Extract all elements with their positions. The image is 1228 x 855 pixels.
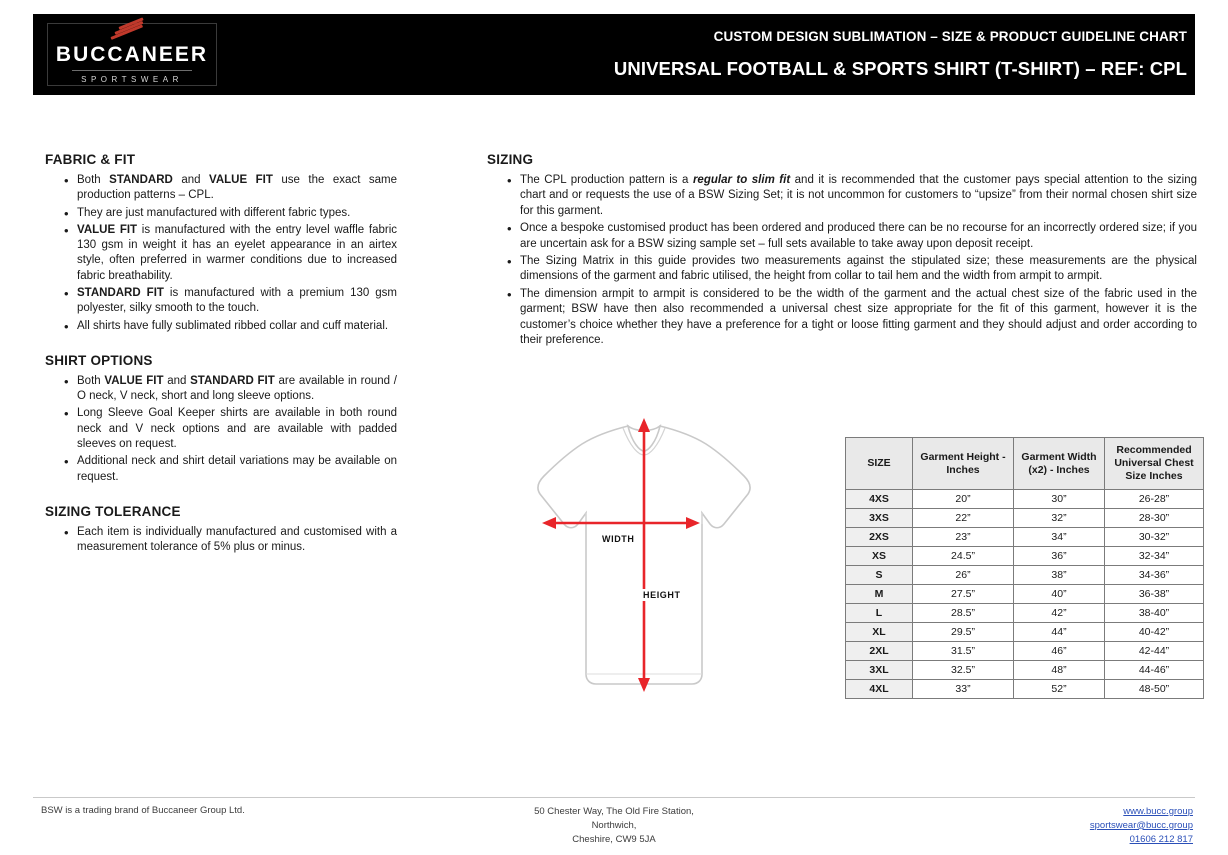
- cell-size: 3XL: [846, 661, 913, 680]
- cell-width: 38”: [1014, 566, 1105, 585]
- cell-chest: 44-46”: [1105, 661, 1204, 680]
- left-column: [45, 152, 397, 557]
- table-row: [846, 547, 1204, 566]
- page-header: [33, 14, 1195, 95]
- cell-size: 2XL: [846, 642, 913, 661]
- cell-size: XL: [846, 623, 913, 642]
- cell-chest: 42-44”: [1105, 642, 1204, 661]
- footer-contact: [1090, 805, 1193, 846]
- section-sizing-tolerance: [45, 504, 397, 556]
- bullet-list: [45, 173, 397, 334]
- height-label: HEIGHT: [640, 589, 684, 601]
- brand-name: BUCCANEER: [55, 43, 209, 66]
- table-row: [846, 680, 1204, 699]
- bullet-list: [487, 173, 1197, 348]
- cell-chest: 34-36”: [1105, 566, 1204, 585]
- footer-legal-text: BSW is a trading brand of Buccaneer Group Ltd.: [41, 805, 245, 816]
- section-title: SHIRT OPTIONS: [45, 352, 153, 368]
- table-row: [846, 490, 1204, 509]
- cell-width: 40”: [1014, 585, 1105, 604]
- logo-divider: [72, 70, 192, 71]
- list-item: • Long Sleeve Goal Keeper shirts are available in both round neck and V neck options and are available with padded sleeves on request.: [45, 406, 397, 452]
- sizing-matrix: [845, 437, 1204, 699]
- cell-chest: 26-28”: [1105, 490, 1204, 509]
- cell-width: 34”: [1014, 528, 1105, 547]
- list-item: • The CPL production pattern is a regular to slim fit and it is recommended that the customer pays special attention to the sizing chart and or requests the use of a BSW Sizing Set; it is not uncommon for customers to “upsize” from their normal chosen shirt size for this garment.: [487, 173, 1197, 219]
- table-row: [846, 585, 1204, 604]
- tshirt-illustration: [520, 412, 810, 712]
- address-line: Northwich,: [591, 819, 637, 831]
- website-link[interactable]: www.bucc.group: [1123, 806, 1193, 817]
- cell-size: 4XS: [846, 490, 913, 509]
- table-row: [846, 528, 1204, 547]
- list-item: • Each item is individually manufactured and customised with a measurement tolerance of 5% plus or minus.: [45, 525, 397, 556]
- cell-width: 46”: [1014, 642, 1105, 661]
- section-title: SIZING TOLERANCE: [45, 503, 181, 519]
- address-line: 50 Chester Way, The Old Fire Station,: [534, 806, 694, 817]
- section-fabric-and-fit: [45, 152, 397, 334]
- cell-height: 24.5”: [913, 547, 1014, 566]
- cell-chest: 30-32”: [1105, 528, 1204, 547]
- cell-chest: 36-38”: [1105, 585, 1204, 604]
- table-row: [846, 623, 1204, 642]
- cell-height: 26”: [913, 566, 1014, 585]
- width-label: WIDTH: [599, 533, 638, 545]
- cell-size: M: [846, 585, 913, 604]
- header-subtitle: CUSTOM DESIGN SUBLIMATION – SIZE & PRODUCT GUIDELINE CHART: [713, 29, 1187, 44]
- section-title: SIZING: [487, 152, 534, 167]
- cell-height: 20”: [913, 490, 1014, 509]
- section-sizing: [487, 152, 1197, 348]
- chevron-stripes-icon: [109, 25, 155, 42]
- cell-height: 31.5”: [913, 642, 1014, 661]
- cell-chest: 38-40”: [1105, 604, 1204, 623]
- cell-height: 27.5”: [913, 585, 1014, 604]
- column-header-garment-width: Garment Width (x2) - Inches: [1014, 438, 1105, 490]
- bullet-list: [45, 374, 397, 485]
- cell-height: 28.5”: [913, 604, 1014, 623]
- cell-chest: 48-50”: [1105, 680, 1204, 699]
- list-item: • The Sizing Matrix in this guide provides two measurements against the stipulated size; these measurements are the physical dimensions of the garment and fabric utilised, the height from collar to tail hem and the width from armpit to armpit.: [487, 254, 1197, 285]
- table-row: [846, 566, 1204, 585]
- cell-chest: 32-34”: [1105, 547, 1204, 566]
- cell-size: 3XS: [846, 509, 913, 528]
- brand-logo: [47, 23, 217, 86]
- cell-width: 30”: [1014, 490, 1105, 509]
- header-titles: [217, 14, 1195, 95]
- footer-divider: [33, 797, 1195, 798]
- cell-width: 32”: [1014, 509, 1105, 528]
- cell-chest: 28-30”: [1105, 509, 1204, 528]
- cell-height: 32.5”: [913, 661, 1014, 680]
- garment-measurement-diagram: [520, 412, 810, 712]
- cell-size: S: [846, 566, 913, 585]
- cell-width: 52”: [1014, 680, 1105, 699]
- table-header-row: [846, 438, 1204, 490]
- cell-size: 2XS: [846, 528, 913, 547]
- table-row: [846, 604, 1204, 623]
- section-shirt-options: [45, 353, 397, 485]
- cell-height: 23”: [913, 528, 1014, 547]
- address-line: Cheshire, CW9 5JA: [572, 833, 656, 845]
- table-row: [846, 509, 1204, 528]
- cell-height: 22”: [913, 509, 1014, 528]
- list-item: • VALUE FIT is manufactured with the entry level waffle fabric 130 gsm in weight it has an eyelet appearance in an airtex style, often preferred in warmer conditions due to increased fabric breathability.: [45, 223, 397, 284]
- bullet-list: [45, 525, 397, 556]
- cell-width: 42”: [1014, 604, 1105, 623]
- list-item: • Both STANDARD and VALUE FIT use the exact same production patterns – CPL.: [45, 173, 397, 204]
- cell-height: 29.5”: [913, 623, 1014, 642]
- cell-width: 44”: [1014, 623, 1105, 642]
- list-item: • They are just manufactured with different fabric types.: [45, 206, 397, 221]
- brand-tagline: SPORTSWEAR: [81, 75, 183, 84]
- size-table: [845, 437, 1204, 699]
- column-header-recommended-chest: Recommended Universal Chest Size Inches: [1105, 438, 1204, 490]
- cell-size: 4XL: [846, 680, 913, 699]
- list-item: • Once a bespoke customised product has been ordered and produced there can be no recourse for an incorrectly ordered size; if you are uncertain ask for a BSW sizing sample set – full sets available to take away upon deposit receipt.: [487, 221, 1197, 252]
- section-title: FABRIC & FIT: [45, 152, 136, 167]
- cell-width: 48”: [1014, 661, 1105, 680]
- cell-chest: 40-42”: [1105, 623, 1204, 642]
- right-column: [487, 152, 1197, 350]
- table-row: [846, 661, 1204, 680]
- cell-size: XS: [846, 547, 913, 566]
- column-header-size: SIZE: [846, 438, 913, 490]
- footer-address: [33, 805, 1195, 846]
- table-body: [846, 490, 1204, 699]
- header-title: UNIVERSAL FOOTBALL & SPORTS SHIRT (T-SHIRT) – REF: CPL: [613, 58, 1187, 79]
- list-item: • Both VALUE FIT and STANDARD FIT are available in round / O neck, V neck, short and long sleeve options.: [45, 374, 397, 405]
- phone-number[interactable]: 01606 212 817: [1129, 833, 1193, 845]
- column-header-garment-height: Garment Height - Inches: [913, 438, 1014, 490]
- list-item: • The dimension armpit to armpit is considered to be the width of the garment and the actual chest size of the fabric used in the garment; BSW have then also recommended a universal chest size appropriate for the fit of this garment, however it is the customer’s choice whether they have a preference for a tight or loose fitting garment and they should adjust and order according to their preference.: [487, 287, 1197, 349]
- list-item: • All shirts have fully sublimated ribbed collar and cuff material.: [45, 319, 397, 334]
- cell-width: 36”: [1014, 547, 1105, 566]
- cell-size: L: [846, 604, 913, 623]
- list-item: • STANDARD FIT is manufactured with a premium 130 gsm polyester, silky smooth to the touch.: [45, 286, 397, 317]
- table-row: [846, 642, 1204, 661]
- email-link[interactable]: sportswear@bucc.group: [1089, 819, 1193, 831]
- cell-height: 33”: [913, 680, 1014, 699]
- list-item: • Additional neck and shirt detail variations may be available on request.: [45, 454, 397, 485]
